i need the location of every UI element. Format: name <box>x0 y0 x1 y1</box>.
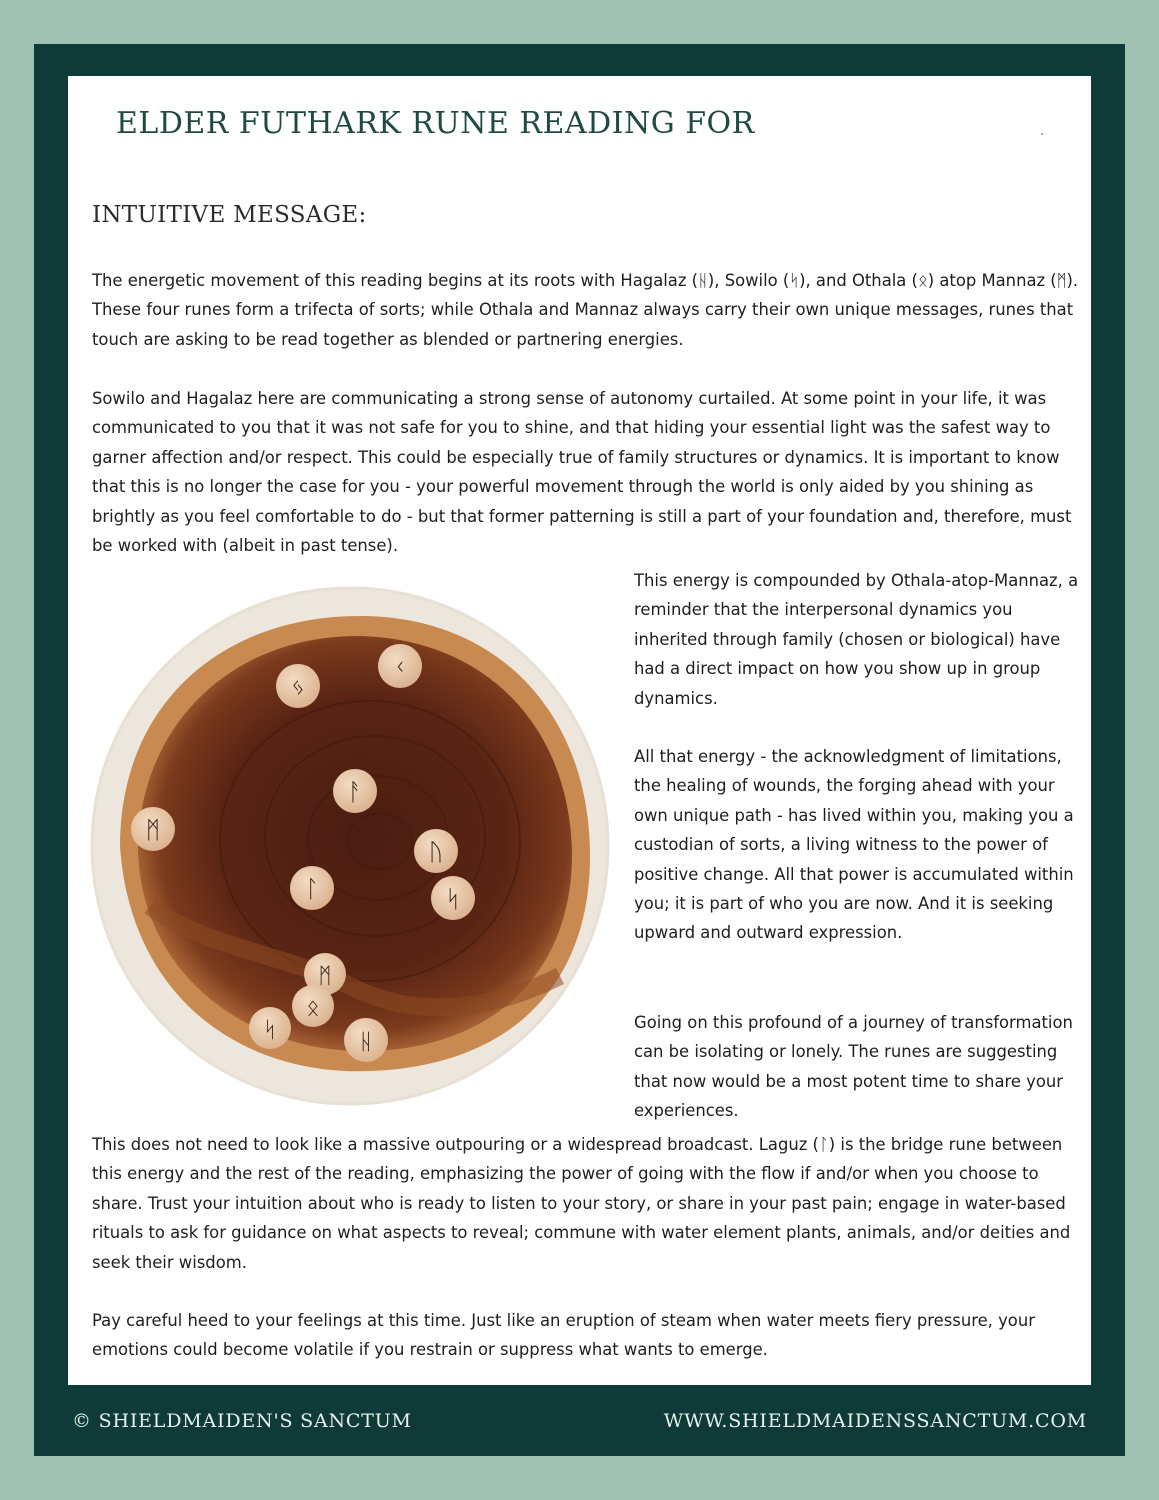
svg-text:ᛋ: ᛋ <box>263 1018 277 1043</box>
rune-token-hagalaz <box>344 1018 388 1062</box>
paragraph-all-that-energy: All that energy - the acknowledgment of limitations, the healing of wounds, the forging ahead with your own unique path - has lived within you, making you a custodian of sorts, a living witness to the power of positive change. All that power is accumulated within you; it is part of who you are now. And it is seeking upward and outward expression. <box>634 747 1074 943</box>
svg-text:ᛗ: ᛗ <box>318 964 332 989</box>
rune-token-othala <box>292 985 334 1027</box>
paragraph-laguz: This does not need to look like a massive outpouring or a widespread broadcast. Laguz (ᛚ) is the bridge rune between this energy and the rest of the reading, emphasizing the power of going with the flow if and/or when you choose to share. Trust your intuition about who is ready to listen to your story, or share in your past pain; engage in water-based rituals to ask for guidance on what aspects to reveal; commune with water element plants, animals, and/or deities and seek their wisdom. <box>92 1135 1071 1272</box>
svg-text:ᚲ: ᚲ <box>392 653 408 681</box>
paragraph-autonomy: Sowilo and Hagalaz here are communicating a strong sense of autonomy curtailed. At some point in your life, it was communicated to you that it was not safe for you to shine, and that hiding your essential light was the safest way to garner affection and/or respect. This could be especially true of family structures or dynamics. It is important to know that this is no longer the case for you - your powerful movement through the world is only aided by you shining as brightly as you feel comfortable to do - but that former patterning is still a part of your foundation and, therefore, must be worked with (albeit in past tense). <box>92 389 1072 556</box>
svg-text:ᛗ: ᛗ <box>145 816 161 844</box>
svg-text:ᛟ: ᛟ <box>306 996 320 1021</box>
rune-token-ansuz <box>333 769 377 813</box>
rune-token-sowilo <box>249 1007 291 1049</box>
svg-text:ᛋ: ᛋ <box>445 885 461 913</box>
paragraph-roots: The energetic movement of this reading begins at its roots with Hagalaz (ᚺ), Sowilo (ᛋ), and Othala (ᛟ) atop Mannaz (ᛗ). These four runes form a trifecta of sorts; while Othala and Mannaz always carry their own unique messages, runes that touch are asking to be read together as blended or partnering energies. <box>92 271 1079 349</box>
rune-token-kenaz <box>378 644 422 688</box>
section-heading: INTUITIVE MESSAGE: <box>92 202 367 228</box>
rune-token-jera <box>276 664 320 708</box>
paragraph-feelings: Pay careful heed to your feelings at this time. Just like an eruption of steam when water meets fiery pressure, your emotions could become volatile if you restrain or suppress what wants to emerge. <box>92 1311 1035 1360</box>
rune-token-laguz <box>290 866 334 910</box>
rune-token-uruz <box>414 829 458 873</box>
decorative-dot <box>1041 133 1043 135</box>
svg-text:ᛃ: ᛃ <box>290 673 306 701</box>
footer-copyright: © SHIELDMAIDEN'S SANCTUM <box>72 1410 412 1432</box>
rune-token-mannaz-left <box>131 807 175 851</box>
rune-casting-photo <box>90 586 610 1106</box>
footer-website-link[interactable]: WWW.SHIELDMAIDENSSANCTUM.COM <box>663 1410 1087 1432</box>
page-title: ELDER FUTHARK RUNE READING FOR <box>116 106 755 141</box>
rune-token-sowilo-right <box>431 876 475 920</box>
svg-text:ᚺ: ᚺ <box>359 1030 373 1055</box>
paragraph-journey: Going on this profound of a journey of transformation can be isolating or lonely. The runes are suggesting that now would be a most potent time to share your experiences. <box>634 1013 1073 1121</box>
svg-text:ᛚ: ᛚ <box>304 875 320 903</box>
svg-text:ᚨ: ᚨ <box>347 778 363 806</box>
svg-text:ᚢ: ᚢ <box>428 838 444 866</box>
paragraph-othala-mannaz: This energy is compounded by Othala-atop-Mannaz, a reminder that the interpersonal dynamics you inherited through family (chosen or biological) have had a direct impact on how you show up in group dynamics. <box>634 571 1079 708</box>
